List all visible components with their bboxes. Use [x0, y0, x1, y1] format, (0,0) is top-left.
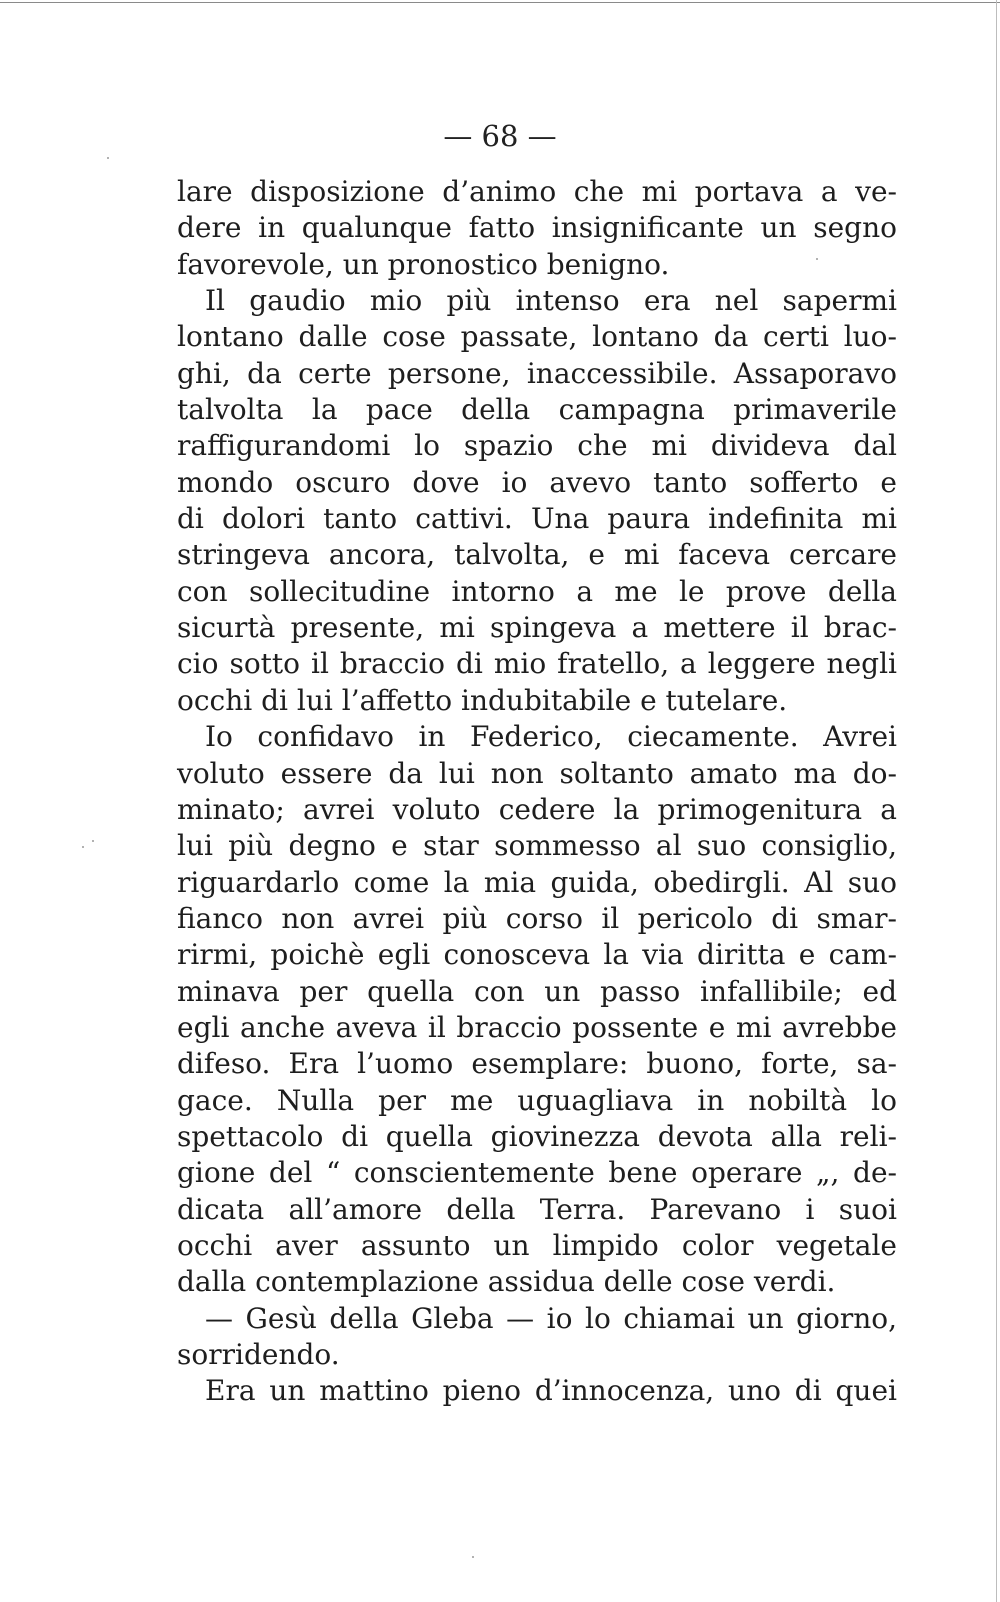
- text-line: difeso. Era l’uomo esemplare: buono, forte, sa-: [177, 1047, 897, 1081]
- text-line: sorridendo.: [177, 1338, 340, 1371]
- text-line: lare disposizione d’animo che mi portava a ve-: [177, 175, 897, 208]
- text-line: mondo oscuro dove io avevo tanto sofferto e: [177, 465, 897, 499]
- text-line: favorevole, un pronostico benigno.: [177, 247, 670, 281]
- paper-speck: [82, 846, 84, 848]
- text-line: dalla contemplazione assidua delle cose verdi.: [177, 1265, 836, 1299]
- text-line: Era un mattino pieno d’innocenza, uno di quei: [205, 1374, 897, 1408]
- text-line: cio sotto il braccio di mio fratello, a leggere negli: [177, 647, 897, 681]
- text-line: occhi di lui l’affetto indubitabile e tutelare.: [177, 683, 788, 717]
- page-number: — 68 —: [443, 119, 557, 153]
- text-line: dicata all’amore della Terra. Parevano i suoi: [177, 1192, 897, 1226]
- text-line: occhi aver assunto un limpido color vegetale: [177, 1228, 897, 1262]
- text-line: minava per quella con un passo infallibile; ed: [177, 974, 897, 1008]
- text-line: lui più degno e star sommesso al suo consiglio,: [177, 829, 897, 863]
- text-line: riguardarlo come la mia guida, obedirgli. Al suo: [177, 865, 897, 899]
- text-line: lontano dalle cose passate, lontano da certi luo-: [177, 320, 897, 354]
- top-edge-rule: [0, 2, 1000, 3]
- text-line: raffigurandomi lo spazio che mi divideva dal: [177, 429, 897, 463]
- text-line: spettacolo di quella giovinezza devota alla reli-: [177, 1119, 897, 1153]
- paper-speck: [472, 1556, 474, 1558]
- text-line: sicurtà presente, mi spingeva a mettere il brac-: [177, 611, 897, 645]
- paper-speck: [107, 157, 109, 159]
- text-line: gace. Nulla per me uguagliava in nobiltà lo: [177, 1083, 897, 1117]
- text-line: gione del “ conscientemente bene operare „, de-: [177, 1156, 897, 1190]
- text-line: stringeva ancora, talvolta, e mi faceva cercare: [177, 538, 897, 572]
- text-line: di dolori tanto cattivi. Una paura indefinita mi: [177, 502, 897, 536]
- text-line: — Gesù della Gleba — io lo chiamai un giorno,: [205, 1301, 897, 1335]
- text-line: fianco non avrei più corso il pericolo di smar-: [177, 901, 897, 935]
- text-line: con sollecitudine intorno a me le prove della: [177, 574, 897, 608]
- paper-speck: [92, 840, 94, 842]
- text-line: talvolta la pace della campagna primaverile: [177, 393, 897, 427]
- text-line: ghi, da certe persone, inaccessibile. Assaporavo: [177, 356, 897, 390]
- text-line: dere in qualunque fatto insignificante un segno: [177, 211, 897, 245]
- text-line: rirmi, poichè egli conosceva la via diritta e cam-: [177, 938, 897, 972]
- right-page-edge: [996, 0, 997, 1602]
- text-line: egli anche aveva il braccio possente e mi avrebbe: [177, 1010, 897, 1044]
- text-line: minato; avrei voluto cedere la primogenitura a: [177, 792, 897, 826]
- text-line: Il gaudio mio più intenso era nel sapermi: [205, 284, 897, 318]
- text-line: Io confidavo in Federico, ciecamente. Avrei: [205, 720, 897, 754]
- body-text: [177, 174, 897, 1410]
- text-line: voluto essere da lui non soltanto amato ma do-: [177, 756, 897, 790]
